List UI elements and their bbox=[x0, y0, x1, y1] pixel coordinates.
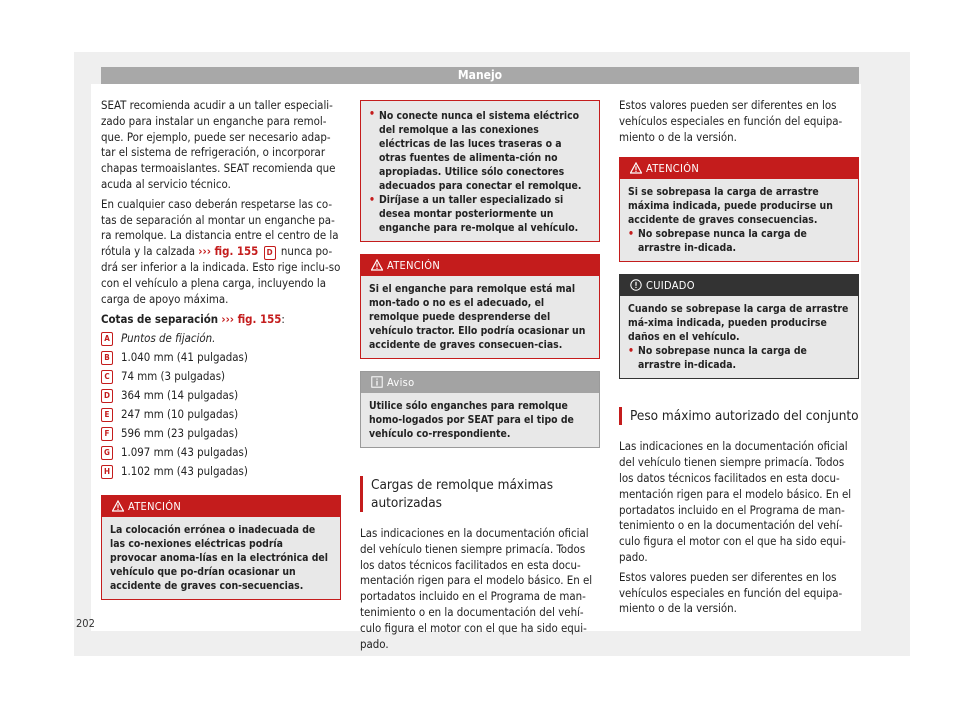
section-heading: Cargas de remolque máximas autorizadas bbox=[360, 476, 600, 512]
label-badge: F bbox=[101, 427, 113, 441]
caution-icon bbox=[630, 279, 642, 291]
label-badge: G bbox=[101, 446, 113, 460]
warning-triangle-icon bbox=[112, 500, 124, 512]
cotas-line bbox=[101, 312, 341, 328]
section-heading: Peso máximo autorizado del conjunto bbox=[619, 407, 859, 425]
list-item bbox=[101, 464, 341, 483]
label-badge: B bbox=[101, 351, 113, 365]
list-item-text: 1.102 mm (43 pulgadas) bbox=[121, 464, 248, 479]
info-icon bbox=[371, 376, 383, 388]
aviso-text: Utilice sólo enganches para remolque homo-logados por SEAT para el tipo de vehículo co-rrespondiente. bbox=[361, 393, 599, 447]
list-item-text: 74 mm (3 pulgadas) bbox=[121, 369, 226, 384]
column-2 bbox=[360, 98, 600, 656]
list-item bbox=[101, 369, 341, 388]
column-3 bbox=[619, 98, 859, 621]
warning-text: La colocación errónea o inadecuada de las co-nexiones eléctricas podría provocar anoma-lías en la electrónica del vehículo que po-drían ocasionar un accidente de graves con-secuencias. bbox=[102, 517, 340, 599]
bullet-item: • Diríjase a un taller especializado si desea montar posteriormente un enganche para re-molque al vehículo. bbox=[369, 193, 591, 235]
label-badge: A bbox=[101, 332, 113, 346]
warning-title: ATENCIÓN bbox=[387, 259, 441, 272]
warning-header bbox=[620, 158, 858, 179]
aviso-title: Aviso bbox=[387, 376, 415, 389]
caution-body bbox=[620, 296, 858, 378]
warning-continuation-box bbox=[360, 100, 600, 242]
page-number: 202 bbox=[76, 617, 95, 630]
warning-body bbox=[620, 179, 858, 261]
label-badge: H bbox=[101, 465, 113, 479]
cotas-label: Cotas de separación bbox=[101, 311, 219, 326]
bullet-item: • No sobrepase nunca la carga de arrastre in-dicada. bbox=[628, 344, 850, 372]
list-item-text: 1.040 mm (41 pulgadas) bbox=[121, 350, 248, 365]
dimension-list bbox=[101, 331, 341, 483]
warning-body bbox=[361, 101, 599, 241]
warning-triangle-icon bbox=[630, 162, 642, 174]
warning-header bbox=[361, 255, 599, 276]
section-header: Manejo bbox=[101, 67, 859, 84]
list-item bbox=[101, 331, 341, 350]
paragraph bbox=[101, 197, 341, 308]
label-badge: D bbox=[101, 389, 113, 403]
warning-box bbox=[101, 495, 341, 600]
bullet-item: • No conecte nunca el sistema eléctrico del remolque a las conexiones eléctricas de las luces traseras o a otras fuentes de alimenta-ción no apropiadas. Utilice sólo conectores adecuados para conectar el remolque. bbox=[369, 107, 591, 193]
aviso-box bbox=[360, 371, 600, 448]
list-item bbox=[101, 426, 341, 445]
warning-title: ATENCIÓN bbox=[128, 500, 182, 514]
text: En cualquier caso deberán respetarse las co-tas de separación al montar un enganche pa-ra remolque. La distancia entre el centro de la rótula y la calzada bbox=[101, 196, 339, 259]
caution-header bbox=[620, 275, 858, 296]
paragraph: Las indicaciones en la documentación oficial del vehículo tienen siempre primacía. Todos los datos técnicos facilitados en esta docu-mentación rigen para el modelo básico. En el portadatos incluido en el Programa de man-tenimiento o en la documentación del vehí-culo figura el motor con el que ha sido equi-pado. bbox=[619, 439, 852, 564]
warning-header bbox=[102, 496, 340, 517]
list-item bbox=[101, 407, 341, 426]
aviso-header bbox=[361, 372, 599, 393]
list-item-text: Puntos de fijación. bbox=[121, 331, 216, 346]
label-badge: D bbox=[264, 246, 276, 260]
list-item-text: 247 mm (10 pulgadas) bbox=[121, 407, 239, 422]
text: nunca po-drá ser inferior a la indicada. Esto rige inclu-so con el vehículo a plena carga, incluyendo la carga de apoyo máxima. bbox=[101, 244, 341, 306]
colon: : bbox=[281, 311, 285, 326]
label-badge: C bbox=[101, 370, 113, 384]
list-item bbox=[101, 445, 341, 464]
warning-box bbox=[619, 157, 859, 262]
list-item bbox=[101, 388, 341, 407]
paragraph: Estos valores pueden ser diferentes en los vehículos especiales en función del equipa-miento o de la versión. bbox=[619, 98, 843, 144]
label-badge: E bbox=[101, 408, 113, 422]
list-item-text: 1.097 mm (43 pulgadas) bbox=[121, 445, 248, 460]
figure-link[interactable]: ››› fig. 155 bbox=[221, 311, 282, 326]
warning-triangle-icon bbox=[371, 259, 383, 271]
caution-box bbox=[619, 274, 859, 379]
column-1 bbox=[101, 98, 341, 600]
caution-line: Cuando se sobrepase la carga de arrastre má-xima indicada, pueden producirse daños en el vehículo. bbox=[628, 303, 849, 344]
paragraph: SEAT recomienda acudir a un taller especiali-zado para instalar un enganche para remol-que. Por ejemplo, puede ser necesario adap-tar el sistema de refrigeración, o incorporar chapas termoaislantes. SEAT recomienda que acuda al servicio técnico. bbox=[101, 98, 336, 191]
list-item bbox=[101, 350, 341, 369]
paragraph: Estos valores pueden ser diferentes en los vehículos especiales en función del equipa-miento o de la versión. bbox=[619, 569, 843, 616]
warning-text: Si el enganche para remolque está mal mon-tado o no es el adecuado, el remolque puede desprenderse del vehículo tractor. Ello podría ocasionar un accidente de graves consecuen-cias. bbox=[361, 276, 599, 358]
list-item-text: 596 mm (23 pulgadas) bbox=[121, 426, 239, 441]
list-item-text: 364 mm (14 pulgadas) bbox=[121, 388, 239, 403]
warning-line: Si se sobrepasa la carga de arrastre máxima indicada, puede producirse un accidente de graves consecuencias. bbox=[628, 186, 833, 227]
warning-title: ATENCIÓN bbox=[646, 162, 700, 176]
figure-link[interactable]: ››› fig. 155 bbox=[198, 244, 259, 259]
bullet-item: • No sobrepase nunca la carga de arrastre in-dicada. bbox=[628, 227, 850, 255]
paragraph: Las indicaciones en la documentación oficial del vehículo tienen siempre primacía. Todos los datos técnicos facilitados en esta docu-mentación rigen para el modelo básico. En el portadatos incluido en el Programa de man-tenimiento o en la documentación del vehí-culo figura el motor con el que ha sido equi-pado. bbox=[360, 526, 593, 651]
warning-box bbox=[360, 254, 600, 359]
caution-title: CUIDADO bbox=[646, 279, 695, 293]
